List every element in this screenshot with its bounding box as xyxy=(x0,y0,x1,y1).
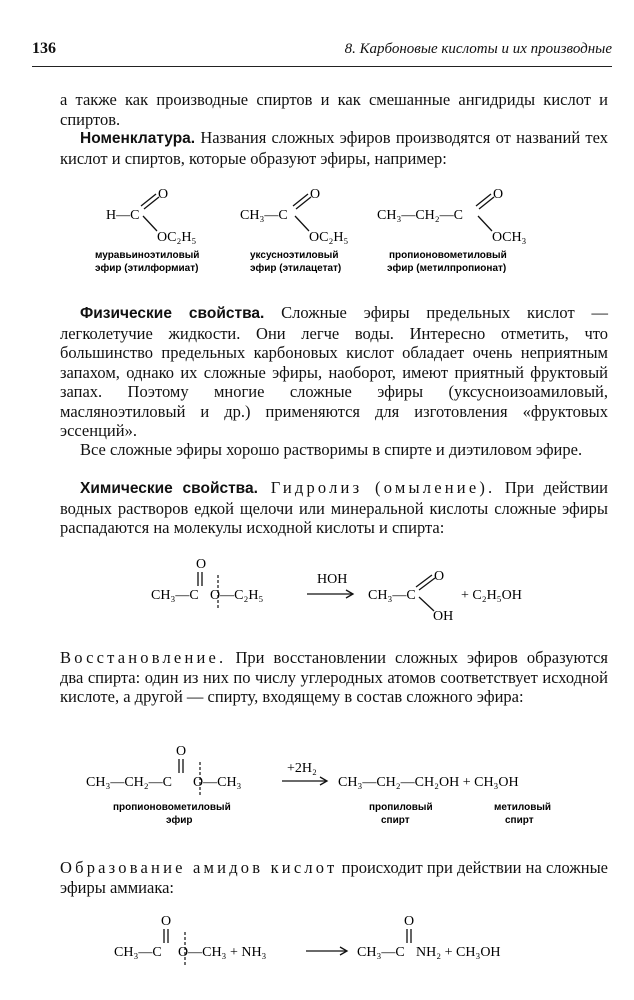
formula-prefix: CH₃—CH₂—C xyxy=(377,208,463,223)
formula-group: OCH₃ xyxy=(492,230,527,245)
subheading-hydrolysis: Гидролиз (омыление). xyxy=(257,478,496,497)
carbonyl-oxygen: O xyxy=(176,744,187,759)
product-alcohol: + C₂H₅OH xyxy=(461,588,522,603)
formula-caption: спирт xyxy=(505,815,534,826)
running-title: 8. Карбоновые кислоты и их производные xyxy=(344,41,612,57)
formula-group: OC₂H₅ xyxy=(157,230,197,245)
formula-caption: пропионовометиловый xyxy=(389,250,507,261)
formula-caption: эфир (этилформиат) xyxy=(95,263,199,274)
reactant-right: O—C₂H₅ xyxy=(210,588,264,603)
page-number: 136 xyxy=(32,40,56,57)
heading-nomenclature: Номенклатура. xyxy=(80,130,196,147)
carbonyl-oxygen: O xyxy=(158,187,169,202)
carbonyl-oxygen: O xyxy=(161,914,172,929)
carbonyl-oxygen: O xyxy=(310,187,321,202)
paragraph-text: происходит при действии на сложные эфиры аммиака: xyxy=(60,858,608,897)
paragraph-text: Сложные эфиры предельных кислот — легколетучие жидкости. Они легче воды. Интересно отметить, что большинство предельных карбоновых кислот обладает очень неприятным запахом, однако их сложные эфиры, наоборот, имеют приятный фруктовый запах. Поэтому многие сложные эфиры (уксуснoизоамиловый, масляноэтиловый и др.) применяются для изготовления «фруктовых эссенций». xyxy=(60,303,608,440)
product-left: CH₃—C xyxy=(357,945,405,960)
carbonyl-oxygen: O xyxy=(404,914,415,929)
formula-caption: метиловый xyxy=(494,802,552,813)
formula-caption: пропионовометиловый xyxy=(113,802,231,813)
carbonyl-oxygen: O xyxy=(196,557,207,572)
reactant-right: O—CH₃ xyxy=(193,775,242,790)
reagent-label: +2H₂ xyxy=(287,761,317,776)
formula-caption: эфир xyxy=(166,815,193,826)
formula-caption: пропиловый xyxy=(369,802,433,813)
formula-group: OC₂H₅ xyxy=(309,230,349,245)
paragraph-text: Названия сложных эфиров производятся от названий тех кислот и спиртов, которые образуют эфиры, например: xyxy=(60,128,608,168)
reduction-products: CH₃—CH₂—CH₂OH + CH₃OH xyxy=(338,775,519,790)
product-right: NH₂ + CH₃OH xyxy=(416,945,501,960)
carbonyl-oxygen: O xyxy=(493,187,504,202)
paragraph-text: При восстановлении сложных эфиров образуются два спирта: один из них по числу углеродных атомов соответствует исходной кислоте, а другой — спирту, входящему в состав сложного эфира: xyxy=(60,648,608,706)
formula-prefix: H—C xyxy=(106,208,140,223)
formula-caption: эфир (этилацетат) xyxy=(250,263,342,274)
subheading-amide-formation: Образование амидов кислот xyxy=(60,858,338,877)
carbonyl-oxygen: O xyxy=(434,569,445,584)
reactant-left: CH₃—CH₂—C xyxy=(86,775,172,790)
reactant-left: CH₃—C xyxy=(151,588,199,603)
formula-caption: эфир (метилпропионат) xyxy=(387,263,507,274)
formula-caption: спирт xyxy=(381,815,410,826)
hydroxyl-group: OH xyxy=(433,609,454,624)
subheading-reduction: Восстановление. xyxy=(60,648,227,667)
paragraph-text: Все сложные эфиры хорошо растворимы в спирте и диэтиловом эфире. xyxy=(80,440,583,459)
product-acid: CH₃—C xyxy=(368,588,416,603)
paragraph-text: а также как производные спиртов и как смешанные ангидриды кислот и спиртов. xyxy=(60,90,608,129)
reactant-left: CH₃—C xyxy=(114,945,162,960)
formula-caption: муравьиноэтиловый xyxy=(95,250,200,261)
heading-physical-properties: Физические свойства. xyxy=(80,305,265,322)
paragraph-text: При действии водных растворов едкой щелочи или минеральной кислоты сложные эфиры распадаются на молекулы исходной кислоты и спирта: xyxy=(60,478,609,537)
reagent-label: HOH xyxy=(317,572,348,587)
formula-prefix: CH₃—C xyxy=(240,208,288,223)
formula-caption: уксусноэтиловый xyxy=(250,250,339,261)
heading-chemical-properties: Химические свойства. xyxy=(80,480,258,497)
reactant-right: O—CH₃ + NH₃ xyxy=(178,945,267,960)
